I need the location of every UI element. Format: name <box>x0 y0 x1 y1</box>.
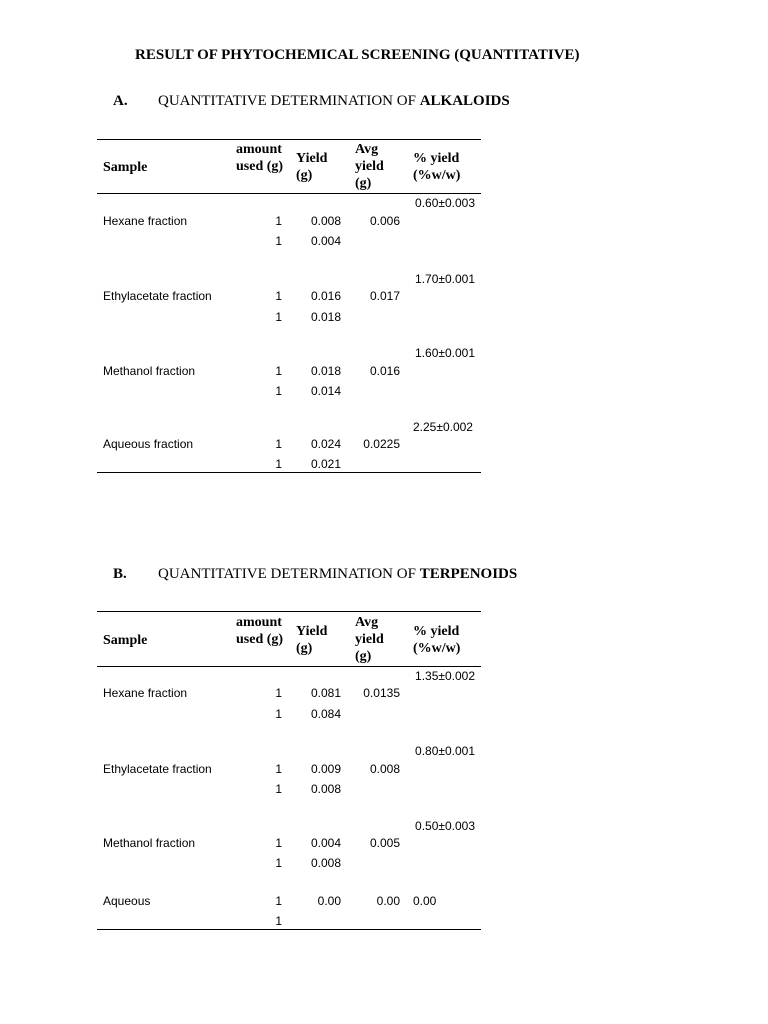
col-header-amount: amount used (g) <box>236 142 284 174</box>
section-heading-text: QUANTITATIVE DETERMINATION OF <box>158 93 420 109</box>
pct-yield-cell: 0.60±0.003 <box>415 196 475 210</box>
yield-cell: 0.009 <box>310 762 341 776</box>
yield-cell: 0.018 <box>310 310 341 324</box>
amount-cell: 1 <box>275 836 282 850</box>
pct-yield-cell: 0.80±0.001 <box>415 744 475 758</box>
pct-yield-cell: 2.25±0.002 <box>413 420 473 434</box>
table-bottom-rule <box>97 929 481 930</box>
yield-cell: 0.024 <box>310 437 341 451</box>
sample-name-cell: Aqueous fraction <box>103 437 194 451</box>
avg-yield-cell: 0.005 <box>369 836 400 850</box>
col-header-avg-yield: Avg yield (g) <box>355 615 384 664</box>
amount-cell: 1 <box>275 457 282 471</box>
amount-cell: 1 <box>275 437 282 451</box>
amount-cell: 1 <box>275 686 282 700</box>
yield-cell: 0.00 <box>317 894 341 908</box>
sample-name-cell: Hexane fraction <box>103 214 188 228</box>
yield-cell: 0.008 <box>310 782 341 796</box>
yield-cell: 0.004 <box>310 836 341 850</box>
yield-cell: 0.004 <box>310 234 341 248</box>
avg-yield-cell: 0.0225 <box>363 437 400 451</box>
table-header-rule <box>97 193 481 194</box>
amount-cell: 1 <box>275 364 282 378</box>
pct-yield-cell: 0.00 <box>413 894 437 908</box>
sample-name-cell: Methanol fraction <box>103 364 196 378</box>
avg-yield-cell: 0.016 <box>369 364 400 378</box>
table-top-rule <box>97 611 481 612</box>
col-header-pct-yield: % yield (%w/w) <box>413 151 461 183</box>
amount-cell: 1 <box>275 707 282 721</box>
pct-yield-cell: 1.35±0.002 <box>415 669 475 683</box>
amount-cell: 1 <box>275 310 282 324</box>
section-letter: A. <box>113 93 128 109</box>
amount-cell: 1 <box>275 234 282 248</box>
pct-yield-cell: 0.50±0.003 <box>415 819 475 833</box>
col-header-amount: amount used (g) <box>236 615 284 647</box>
document-title: RESULT OF PHYTOCHEMICAL SCREENING (QUANTITATIVE) <box>135 47 580 63</box>
amount-cell: 1 <box>275 894 282 908</box>
col-header-yield: Yield (g) <box>296 624 328 656</box>
col-header-pct-yield: % yield (%w/w) <box>413 624 461 656</box>
table-top-rule <box>97 139 481 140</box>
col-header-avg-yield: Avg yield (g) <box>355 142 384 191</box>
section-heading-bold: ALKALOIDS <box>419 93 510 109</box>
yield-cell: 0.008 <box>310 214 341 228</box>
amount-cell: 1 <box>275 914 282 928</box>
table-header-rule <box>97 666 481 667</box>
section-a-heading <box>113 93 510 110</box>
table-bottom-rule <box>97 472 481 473</box>
yield-cell: 0.021 <box>310 457 341 471</box>
yield-cell: 0.008 <box>310 856 341 870</box>
amount-cell: 1 <box>275 856 282 870</box>
sample-name-cell: Aqueous <box>103 894 151 908</box>
col-header-yield: Yield (g) <box>296 151 328 183</box>
amount-cell: 1 <box>275 289 282 303</box>
yield-cell: 0.081 <box>310 686 341 700</box>
avg-yield-cell: 0.017 <box>369 289 400 303</box>
sample-name-cell: Methanol fraction <box>103 836 196 850</box>
yield-cell: 0.016 <box>310 289 341 303</box>
section-heading-bold: TERPENOIDS <box>419 566 518 582</box>
amount-cell: 1 <box>275 384 282 398</box>
avg-yield-cell: 0.006 <box>369 214 400 228</box>
amount-cell: 1 <box>275 762 282 776</box>
yield-cell: 0.014 <box>310 384 341 398</box>
col-header-sample: Sample <box>103 160 148 175</box>
yield-cell: 0.084 <box>310 707 341 721</box>
section-letter: B. <box>113 566 127 582</box>
col-header-sample: Sample <box>103 633 148 648</box>
sample-name-cell: Ethylacetate fraction <box>103 289 212 303</box>
section-heading-text: QUANTITATIVE DETERMINATION OF <box>158 566 420 582</box>
section-b-heading <box>113 566 517 583</box>
avg-yield-cell: 0.008 <box>369 762 400 776</box>
yield-cell: 0.018 <box>310 364 341 378</box>
avg-yield-cell: 0.0135 <box>363 686 400 700</box>
pct-yield-cell: 1.70±0.001 <box>415 272 475 286</box>
amount-cell: 1 <box>275 214 282 228</box>
sample-name-cell: Hexane fraction <box>103 686 188 700</box>
sample-name-cell: Ethylacetate fraction <box>103 762 212 776</box>
avg-yield-cell: 0.00 <box>376 894 400 908</box>
amount-cell: 1 <box>275 782 282 796</box>
pct-yield-cell: 1.60±0.001 <box>415 346 475 360</box>
